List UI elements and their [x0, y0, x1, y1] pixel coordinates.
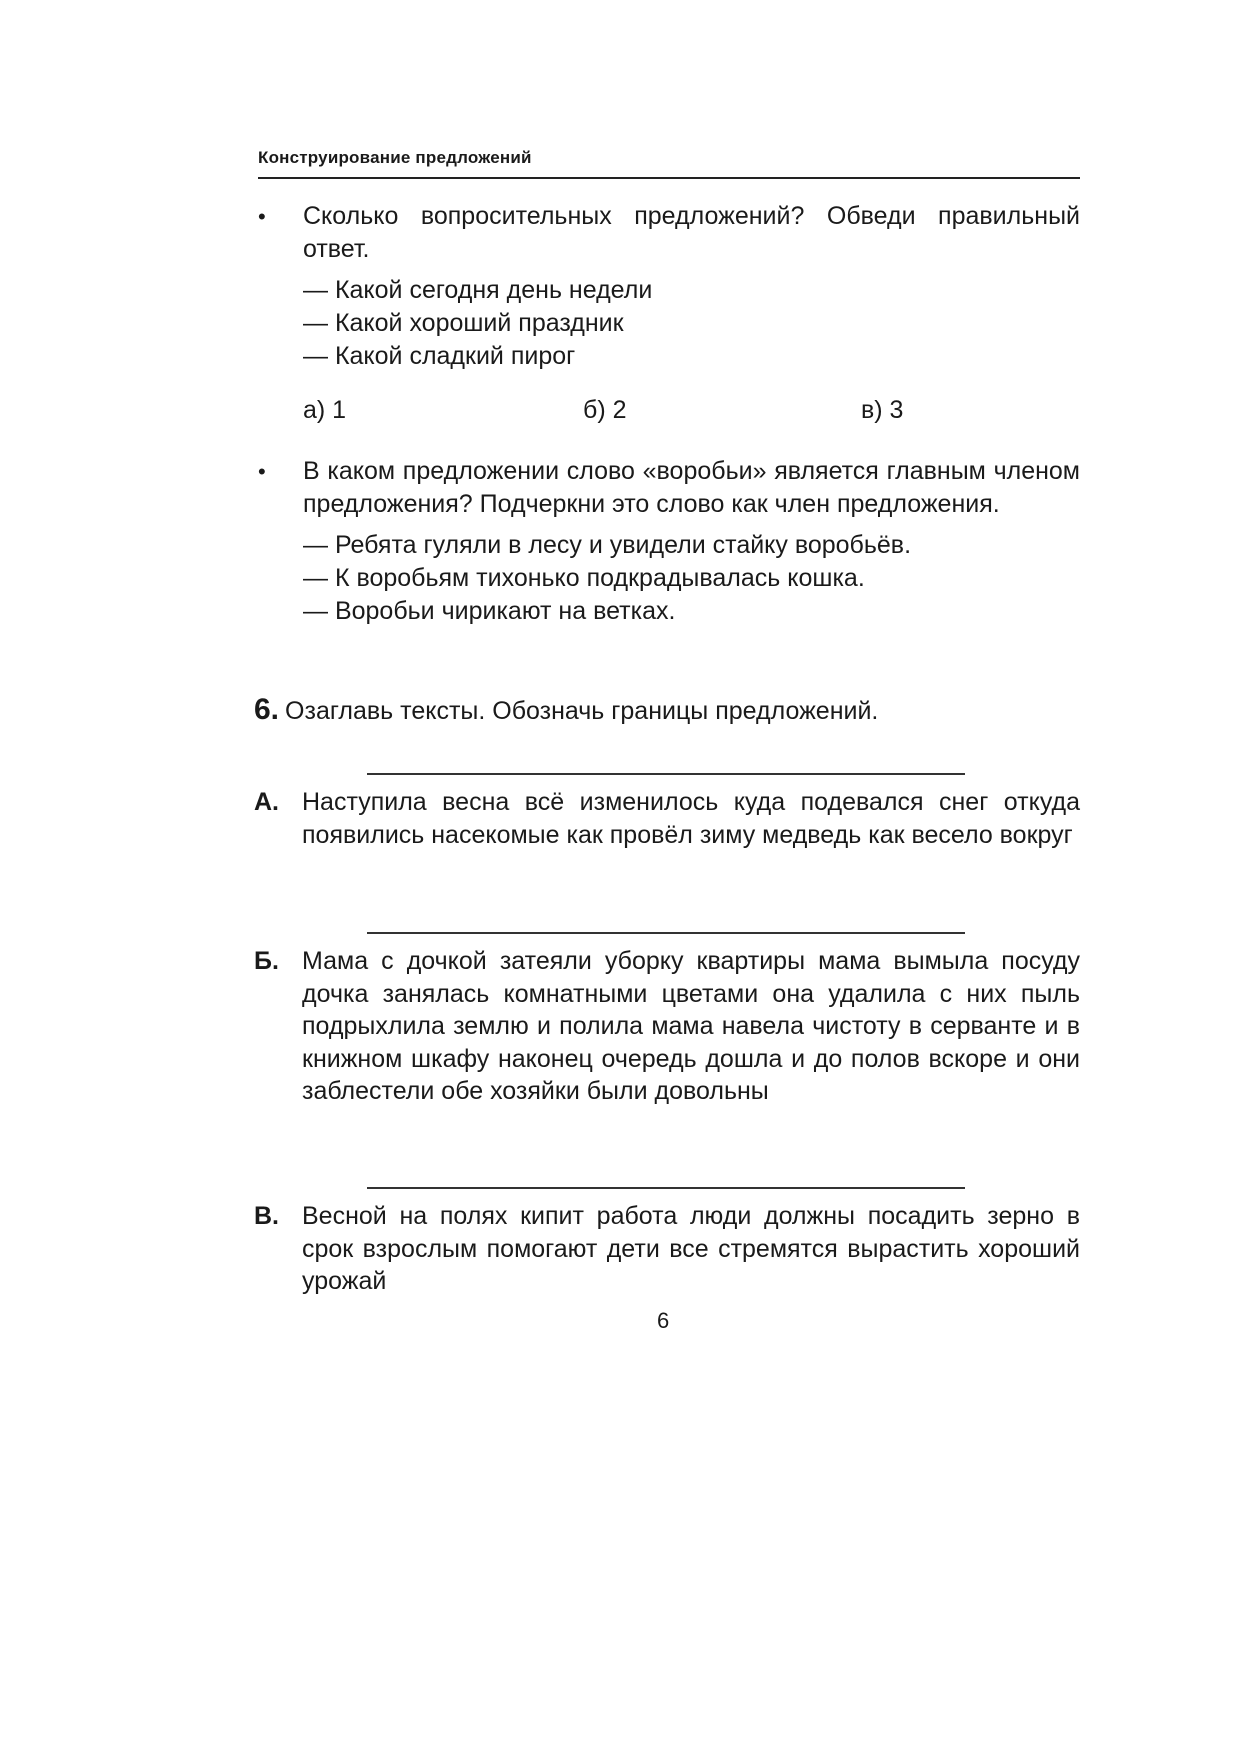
- question-prompt: В каком предложении слово «воробьи» является главным членом предложения? Подчеркни это слово как член предложения.: [303, 457, 1080, 518]
- title-answer-line-v[interactable]: [367, 1187, 965, 1189]
- text-label: Б.: [254, 947, 279, 975]
- task-number: 6.: [254, 693, 280, 726]
- question-prompt: Сколько вопросительных предложений? Обведи правильный ответ.: [303, 202, 1080, 263]
- text-a: [254, 786, 1080, 851]
- text-body: Весной на полях кипит работа люди должны посадить зерно в срок взрослым помогают дети все стремятся вырастить хороший урожай: [302, 1202, 1080, 1295]
- text-body: Наступила весна всё изменилось куда подевался снег откуда появились насекомые как провёл зиму медведь как весело вокруг: [302, 788, 1080, 849]
- text-b: [254, 945, 1080, 1108]
- sentence-list: [303, 529, 1080, 628]
- bullet-icon: •: [258, 459, 266, 484]
- page-number: 6: [657, 1308, 670, 1333]
- question-interrogative-count: [258, 200, 1080, 373]
- answer-option-v[interactable]: в) 3: [861, 396, 904, 424]
- sentence-item: — К воробьям тихонько подкрадывалась кошка.: [303, 564, 865, 592]
- text-body: Мама с дочкой затеяли уборку квартиры мама вымыла посуду дочка занялась комнатными цветами она удалила с них пыль подрыхлила землю и полила мама навела чистоту в серванте и в книжном шкафу наконец очередь дошла и до полов вскоре и они заблестели обе хозяйки были довольны: [302, 947, 1080, 1105]
- answer-option-a[interactable]: а) 1: [303, 396, 347, 424]
- header-rule: [258, 177, 1080, 179]
- text-label: В.: [254, 1202, 279, 1230]
- sentence-item: — Какой сладкий пирог: [303, 342, 576, 370]
- sentence-item: — Какой сегодня день недели: [303, 276, 653, 304]
- sentence-item: — Какой хороший праздник: [303, 309, 624, 337]
- sentence-list: [303, 274, 1080, 373]
- sentence-item: — Ребята гуляли в лесу и увидели стайку воробьёв.: [303, 531, 912, 559]
- running-header: Конструирование предложений: [258, 148, 532, 167]
- title-answer-line-b[interactable]: [367, 932, 965, 934]
- task-instruction: Озаглавь тексты. Обозначь границы предложений.: [285, 697, 879, 725]
- question-main-member: [258, 455, 1080, 628]
- text-label: А.: [254, 788, 279, 816]
- answer-option-b[interactable]: б) 2: [583, 396, 627, 424]
- title-answer-line-a[interactable]: [367, 773, 965, 775]
- bullet-icon: •: [258, 204, 266, 229]
- sentence-item: — Воробьи чирикают на ветках.: [303, 597, 676, 625]
- text-v: [254, 1200, 1080, 1298]
- task-6-heading: [254, 693, 878, 727]
